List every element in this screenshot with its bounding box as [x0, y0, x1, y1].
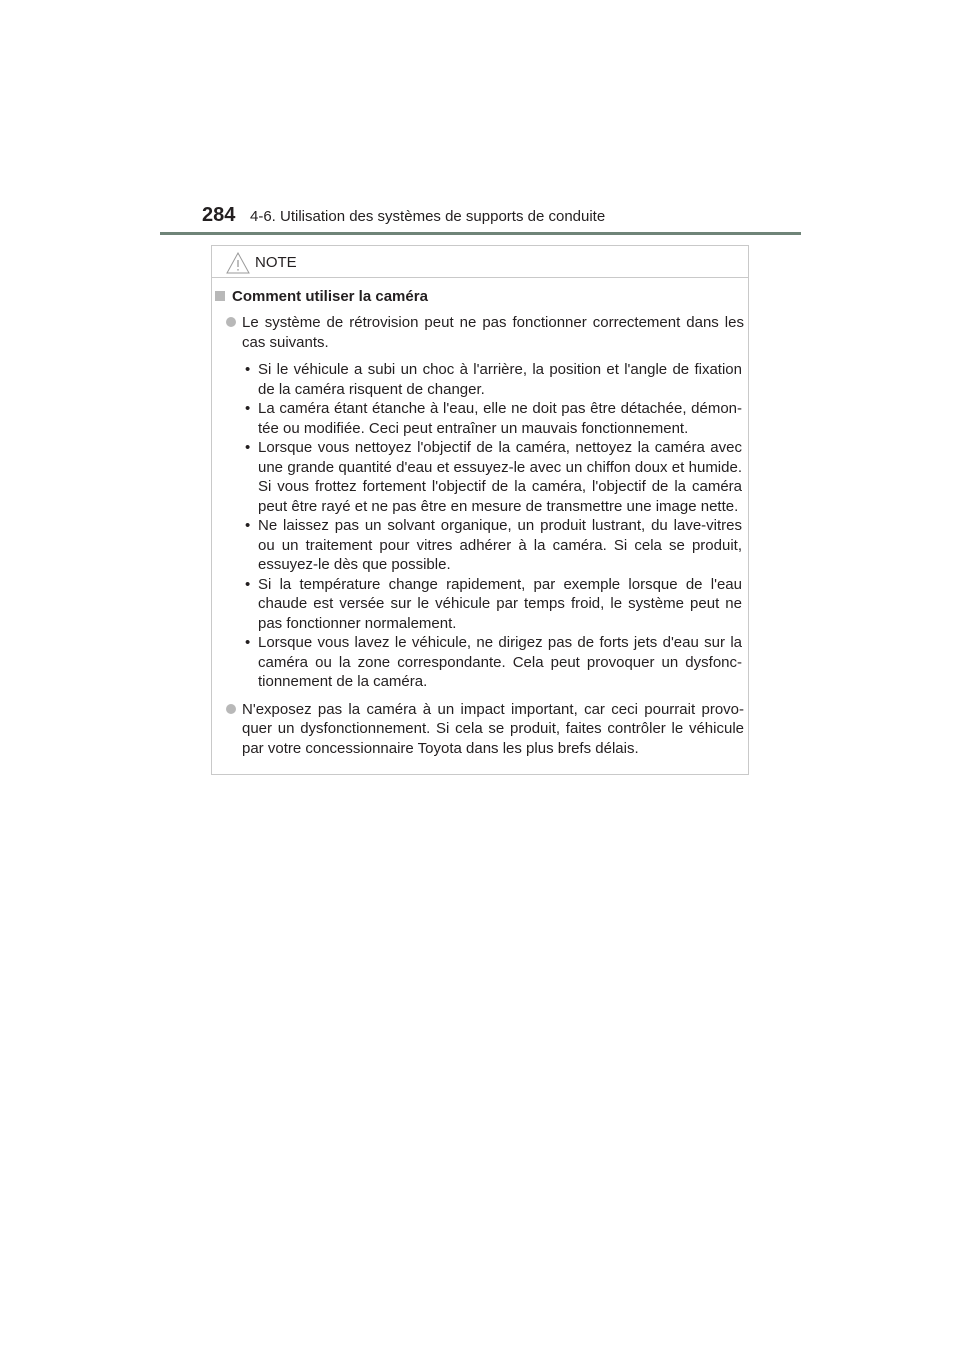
sub-list-item — [245, 399, 742, 438]
sub-list-item — [245, 438, 742, 516]
note-label: NOTE — [255, 254, 297, 271]
sub-list — [245, 360, 742, 692]
small-bullet-icon: • — [245, 400, 251, 417]
note-bullet-text: N'exposez pas la caméra à un impact important, car ceci pourrait provo-quer un dysfonctionnement. Si cela se produit, faites contrôler le véhicule par votre concessionnaire Toyota dans les plus brefs délais. — [242, 700, 744, 757]
small-bullet-icon: • — [245, 439, 251, 456]
sub-list-item — [245, 575, 742, 634]
sub-list-item — [245, 633, 742, 692]
sub-list-item — [245, 516, 742, 575]
note-bullet — [242, 313, 744, 352]
note-heading — [212, 287, 748, 307]
warning-triangle-icon — [226, 252, 250, 274]
note-body — [212, 287, 748, 758]
section-title: 4-6. Utilisation des systèmes de supports de conduite — [250, 208, 606, 225]
sub-list-item-text: Si la température change rapidement, par exemple lorsque de l'eau chaude est versée sur le véhicule par temps froid, le système peut ne pas fonctionner normalement. — [258, 575, 742, 632]
square-bullet-icon — [215, 291, 225, 301]
sub-list-item-text: Lorsque vous nettoyez l'objectif de la caméra, nettoyez la caméra avec une grande quantité d'eau et essuyez-le avec un chiffon doux et humide. Si vous frottez fortement l'objectif de la caméra, l'objectif de la caméra peut être rayé et ne pas être en mesure de transmettre une image nette. — [258, 439, 742, 515]
sub-list-item-text: Ne laissez pas un solvant organique, un produit lustrant, du lave-vitres ou un traitement pour vitres adhérer à la caméra. Si cela se produit, essuyez-le dès que possible. — [258, 517, 742, 573]
page-number: 284 — [202, 204, 236, 226]
note-heading-text: Comment utiliser la caméra — [232, 288, 428, 305]
circle-bullet-icon — [226, 704, 236, 714]
circle-bullet-icon — [226, 317, 236, 327]
note-bullet — [242, 700, 744, 759]
small-bullet-icon: • — [245, 575, 251, 593]
sub-list-item-text: La caméra étant étanche à l'eau, elle ne doit pas être détachée, démon-tée ou modifiée. Ceci peut entraîner un mauvais fonctionnement. — [258, 400, 742, 437]
small-bullet-icon: • — [245, 634, 251, 651]
note-box — [211, 245, 749, 775]
small-bullet-icon: • — [245, 361, 251, 378]
sub-list-item-text: Lorsque vous lavez le véhicule, ne dirigez pas de forts jets d'eau sur la caméra ou la zone correspondante. Cela peut provoquer un dysfonc-tionnement de la caméra. — [258, 634, 742, 690]
note-bullet-text: Le système de rétrovision peut ne pas fonctionner correctement dans les cas suivants. — [242, 314, 744, 351]
small-bullet-icon: • — [245, 517, 251, 534]
note-header — [212, 246, 748, 278]
header-rule — [160, 232, 801, 235]
sub-list-item — [245, 360, 742, 399]
sub-list-item-text: Si le véhicule a subi un choc à l'arrière, la position et l'angle de fixation de la caméra risquent de changer. — [258, 361, 742, 398]
